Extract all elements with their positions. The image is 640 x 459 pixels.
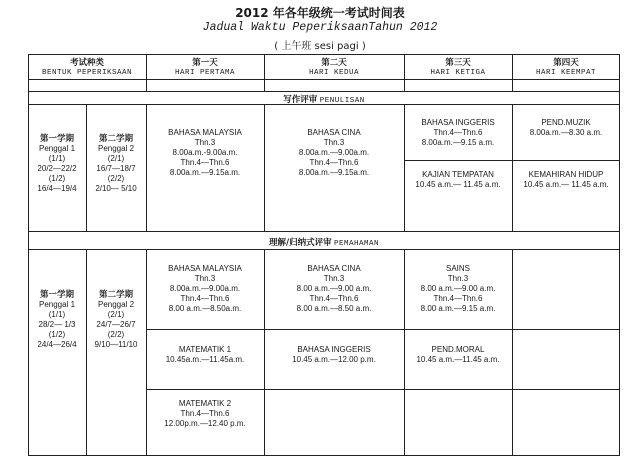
subject-name: PEND.MUZIK — [541, 118, 591, 127]
exam-slot-writing-day3-b — [404, 170, 512, 190]
term-line: Penggal 1 — [38, 300, 76, 309]
header-day-4 — [512, 58, 620, 78]
slot-line: Thn.4—Thn.6 — [433, 294, 483, 303]
term-line: (1/1) — [48, 154, 66, 163]
slot-line: Thn.4—Thn.6 — [180, 294, 230, 303]
grid-line — [28, 54, 620, 55]
term-label-cn: 第二学期 — [98, 134, 133, 144]
term-line: 16/7—18/7 — [96, 164, 136, 173]
slot-line: 10.45 a.m.— 11.45 a.m. — [523, 180, 609, 189]
section-title-comprehension — [28, 236, 620, 248]
slot-line: 10.45 a.m.—12.00 p.m. — [292, 355, 376, 364]
exam-slot-comprehension-day2-a — [264, 264, 404, 314]
header-day-1 — [146, 58, 264, 78]
section-title-ms: PENULISAN — [319, 97, 365, 105]
header-exam-type-cn: 考试种类 — [69, 58, 104, 68]
slot-line: 8.00 a.m.—9.00 a.m. — [296, 284, 372, 293]
header-day-cn: 第一天 — [192, 58, 218, 68]
subject-name: BAHASA INGGERIS — [421, 118, 495, 127]
slot-line: 8.00a.m.-9.00a.m. — [172, 148, 238, 157]
exam-slot-comprehension-day2-b — [264, 345, 404, 365]
exam-slot-comprehension-day1-a — [146, 264, 264, 314]
term-label-cn: 第一学期 — [39, 134, 74, 144]
term-line: Penggal 2 — [97, 300, 135, 309]
slot-line: 8.00 a.m.—9.15 a.m. — [420, 304, 496, 313]
slot-line: 8.00 a.m.—8.50 a.m. — [296, 304, 372, 313]
grid-line — [512, 249, 513, 456]
exam-slot-writing-day2 — [264, 128, 404, 178]
grid-line — [146, 329, 620, 330]
exam-slot-comprehension-day3-a — [404, 264, 512, 314]
section-title-cn: 写作评审 — [283, 95, 318, 105]
grid-line — [28, 79, 620, 80]
term-line: (1/1) — [48, 310, 66, 319]
subject-name: BAHASA MALAYSIA — [168, 128, 242, 137]
header-day-cn: 第三天 — [445, 58, 471, 68]
slot-line: 10.45 a.m.—11.45 a.m. — [416, 355, 500, 364]
grid-line — [28, 91, 620, 92]
grid-line — [619, 54, 620, 456]
grid-line — [146, 389, 620, 390]
grid-line — [28, 249, 620, 250]
page-subtitle: Jadual Waktu PeperiksaanTahun 2012 — [202, 21, 438, 34]
grid-line — [28, 455, 620, 456]
slot-line: 8.00a.m.—9.15a.m. — [298, 168, 370, 177]
slot-line: Thn.3 — [194, 138, 216, 147]
slot-line: Thn.3 — [323, 274, 345, 283]
slot-line: 8.00 a.m.—8.50a.m. — [168, 304, 242, 313]
section-title-cn: 理解/归纳式评审 — [269, 238, 332, 248]
term-line: (2/2) — [107, 330, 125, 339]
slot-line: Thn.4—Thn.6 — [309, 158, 359, 167]
section-title-ms: PEMAHAMAN — [333, 240, 379, 248]
slot-line: 8.00 a.m.—9.00 a.m. — [420, 284, 496, 293]
slot-line: 10.45 a.m.— 11.45 a.m. — [415, 180, 501, 189]
page-title: 2012 年各年级统一考试时间表 — [235, 6, 405, 20]
subject-name: KEMAHIRAN HIDUP — [528, 170, 604, 179]
term-line: Penggal 1 — [38, 144, 76, 153]
slot-line: 8.00a.m.—9.00a.m. — [169, 284, 241, 293]
slot-line: 8.00a.m.—8.30 a.m. — [529, 128, 603, 137]
term-line: 28/2— 1/3 — [38, 320, 76, 329]
term-line: 20/2—22/2 — [37, 164, 77, 173]
subject-name: BAHASA CINA — [307, 264, 361, 273]
term-line: (2/1) — [107, 154, 125, 163]
header-day-ms: HARI KEEMPAT — [535, 69, 596, 77]
term-line: (2/1) — [107, 310, 125, 319]
term-line: (2/2) — [107, 174, 125, 183]
slot-line: Thn.3 — [194, 274, 216, 283]
subject-name: BAHASA CINA — [307, 128, 361, 137]
subject-name: MATEMATIK 2 — [178, 399, 232, 408]
header-day-3 — [404, 58, 512, 78]
subject-name: KAJIAN TEMPATAN — [422, 170, 494, 179]
slot-line: Thn.4—Thn.6 — [180, 409, 230, 418]
term-line: 2/10— 5/10 — [95, 184, 137, 193]
slot-line: Thn.4—Thn.6 — [180, 158, 230, 167]
term-line: (1/2) — [48, 174, 66, 183]
subject-name: MATEMATIK 1 — [178, 345, 232, 354]
slot-line: Thn.3 — [447, 274, 469, 283]
header-day-ms: HARI KEDUA — [308, 69, 359, 77]
slot-line: 12.00p.m.—12.40 p.m. — [164, 419, 246, 428]
term-1-writing — [28, 134, 86, 194]
header-exam-type — [28, 58, 146, 78]
term-2-comprehension — [86, 290, 146, 350]
slot-line: 8.00a.m.—9.00a.m. — [298, 148, 370, 157]
header-day-2 — [264, 58, 404, 78]
exam-slot-comprehension-day1-b — [146, 345, 264, 365]
term-line: 24/4—26/4 — [37, 340, 77, 349]
term-label-cn: 第一学期 — [39, 290, 74, 300]
exam-slot-writing-day1 — [146, 128, 264, 178]
slot-line: Thn.3 — [323, 138, 345, 147]
term-line: 24/7—26/7 — [96, 320, 136, 329]
exam-timetable — [28, 54, 620, 456]
grid-line — [28, 54, 29, 456]
subject-name: SAINS — [445, 264, 470, 273]
term-label-cn: 第二学期 — [98, 290, 133, 300]
subject-name: BAHASA INGGERIS — [297, 345, 371, 354]
header-day-ms: HARI PERTAMA — [174, 69, 235, 77]
header-day-cn: 第四天 — [553, 58, 579, 68]
term-line: 16/4—19/4 — [37, 184, 77, 193]
slot-line: 8.00a.m.—9.15 a.m. — [421, 138, 495, 147]
term-line: (1/2) — [48, 330, 66, 339]
exam-slot-writing-day4-a — [512, 118, 620, 138]
slot-line: 10.45a.m.—11.45a.m. — [165, 355, 245, 364]
term-1-comprehension — [28, 290, 86, 350]
session-label: ( 上午班 sesi pagi ) — [274, 41, 366, 52]
slot-line: Thn.4—Thn.6 — [309, 294, 359, 303]
header-day-cn: 第二天 — [321, 58, 347, 68]
header-day-ms: HARI KETIGA — [430, 69, 486, 77]
exam-slot-comprehension-day1-c — [146, 399, 264, 429]
grid-line — [86, 249, 87, 456]
subject-name: PEND.MORAL — [431, 345, 485, 354]
term-line: 9/10—11/10 — [94, 340, 138, 349]
exam-slot-writing-day4-b — [512, 170, 620, 190]
exam-slot-comprehension-day3-b — [404, 345, 512, 365]
subject-name: BAHASA MALAYSIA — [168, 264, 242, 273]
header-exam-type-ms: BENTUK PEPERIKSAAN — [41, 69, 132, 77]
exam-slot-writing-day3-a — [404, 118, 512, 148]
term-2-writing — [86, 134, 146, 194]
term-line: Penggal 2 — [97, 144, 135, 153]
slot-line: 8.00a.m.—9.15a.m. — [169, 168, 241, 177]
section-title-writing — [28, 93, 620, 105]
slot-line: Thn.4—Thn.6 — [433, 128, 483, 137]
grid-line — [28, 231, 620, 232]
